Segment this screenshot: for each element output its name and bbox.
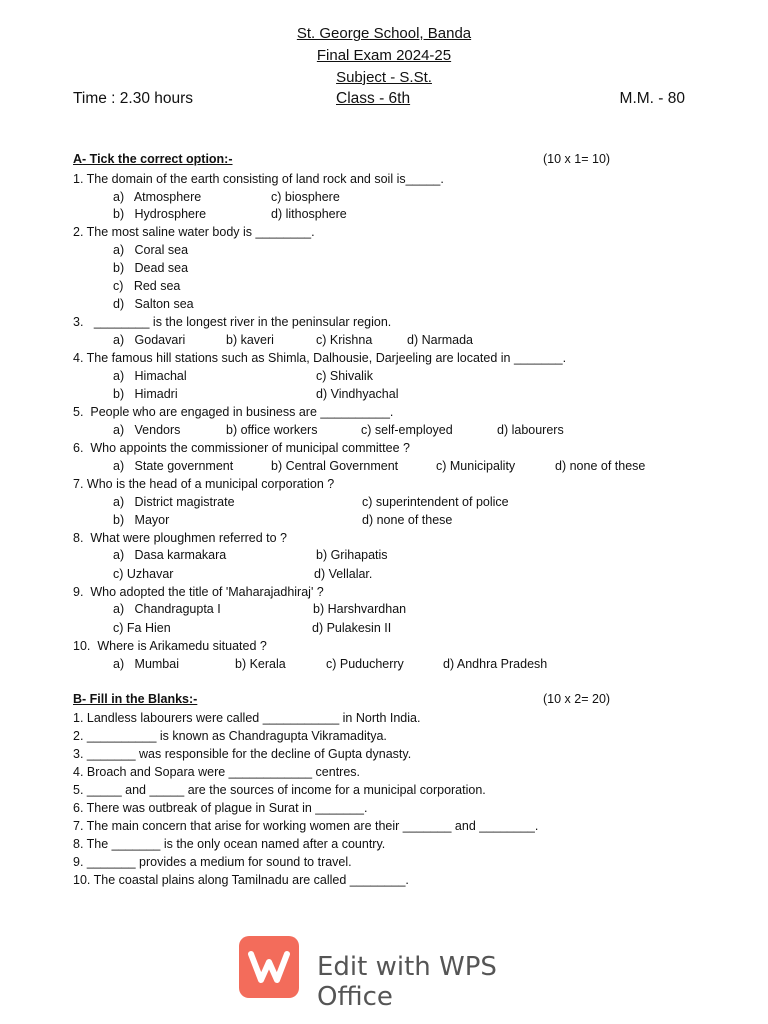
option-7c: c) superintendent of police [362,495,509,509]
option-8a: a) Dasa karmakara [113,548,227,562]
blank-10: 10. The coastal plains along Tamilnadu are called ________. [73,873,409,887]
wps-logo-icon [239,936,299,998]
option-4c: c) Shivalik [316,369,373,383]
option-5c: c) self-employed [361,423,453,437]
option-8c: c) Uzhavar [113,567,174,581]
question-10: 10. Where is Arikamedu situated ? [73,639,267,653]
question-3: 3. ________ is the longest river in the peninsular region. [73,315,392,329]
option-6d: d) none of these [555,459,646,473]
question-7: 7. Who is the head of a municipal corporation ? [73,477,335,491]
section-b-heading: B- Fill in the Blanks:- [73,692,198,706]
option-2b: b) Dead sea [113,261,189,275]
question-4: 4. The famous hill stations such as Shimla, Dalhousie, Darjeeling are located in _______. [73,351,567,365]
option-3b: b) kaveri [226,333,274,347]
option-10b: b) Kerala [235,657,286,671]
class-label: Class - 6th [336,90,411,107]
option-3c: c) Krishna [316,333,373,347]
option-5b: b) office workers [226,423,318,437]
option-7a: a) District magistrate [113,495,235,509]
option-4a: a) Himachal [113,369,187,383]
option-1a: a) Atmosphere [113,190,202,204]
max-marks-label: M.M. - 80 [619,90,685,107]
option-1b: b) Hydrosphere [113,207,207,221]
option-6b: b) Central Government [271,459,399,473]
option-6a: a) State government [113,459,234,473]
wps-watermark[interactable] [239,936,559,1012]
option-1c: c) biosphere [271,190,340,204]
option-7d: d) none of these [362,513,453,527]
question-1: 1. The domain of the earth consisting of land rock and soil is_____. [73,172,444,186]
option-3a: a) Godavari [113,333,186,347]
blank-6: 6. There was outbreak of plague in Surat in _______. [73,801,368,815]
section-b-marks: (10 x 2= 20) [543,692,611,706]
blank-5: 5. _____ and _____ are the sources of income for a municipal corporation. [73,783,486,797]
section-a-heading: A- Tick the correct option:- [73,152,233,166]
blank-1: 1. Landless labourers were called ___________ in North India. [73,711,421,725]
blank-3: 3. _______ was responsible for the decline of Gupta dynasty. [73,747,412,761]
option-4b: b) Himadri [113,387,178,401]
option-5d: d) labourers [497,423,564,437]
option-8d: d) Vellalar. [314,567,373,581]
option-2c: c) Red sea [113,279,181,293]
option-10d: d) Andhra Pradesh [443,657,548,671]
option-1d: d) lithosphere [271,207,347,221]
option-9a: a) Chandragupta I [113,602,221,616]
option-10c: c) Puducherry [326,657,404,671]
option-9d: d) Pulakesin II [312,621,392,635]
exam-meta-row [73,90,685,110]
subject-title: Subject - S.St. [336,69,432,86]
exam-title: Final Exam 2024-25 [316,47,452,64]
option-4d: d) Vindhyachal [316,387,399,401]
blank-9: 9. _______ provides a medium for sound to travel. [73,855,352,869]
blank-2: 2. __________ is known as Chandragupta Vikramaditya. [73,729,387,743]
question-6: 6. Who appoints the commissioner of municipal committee ? [73,441,410,455]
option-9c: c) Fa Hien [113,621,171,635]
school-name: St. George School, Banda [296,25,472,42]
blank-8: 8. The _______ is the only ocean named after a country. [73,837,386,851]
question-9: 9. Who adopted the title of 'Maharajadhiraj' ? [73,585,324,599]
option-3d: d) Narmada [407,333,473,347]
blank-7: 7. The main concern that arise for working women are their _______ and ________. [73,819,539,833]
option-2a: a) Coral sea [113,243,189,257]
option-6c: c) Municipality [436,459,516,473]
section-a-marks: (10 x 1= 10) [543,152,611,166]
option-7b: b) Mayor [113,513,170,527]
option-9b: b) Harshvardhan [313,602,407,616]
wps-edit-label: Edit with WPS Office [317,952,497,1012]
option-10a: a) Mumbai [113,657,179,671]
question-8: 8. What were ploughmen referred to ? [73,531,288,545]
option-8b: b) Grihapatis [316,548,388,562]
option-2d: d) Salton sea [113,297,194,311]
question-2: 2. The most saline water body is ________. [73,225,315,239]
option-5a: a) Vendors [113,423,181,437]
blank-4: 4. Broach and Sopara were ____________ centres. [73,765,361,779]
question-5: 5. People who are engaged in business are __________. [73,405,394,419]
time-label: Time : 2.30 hours [73,90,194,107]
